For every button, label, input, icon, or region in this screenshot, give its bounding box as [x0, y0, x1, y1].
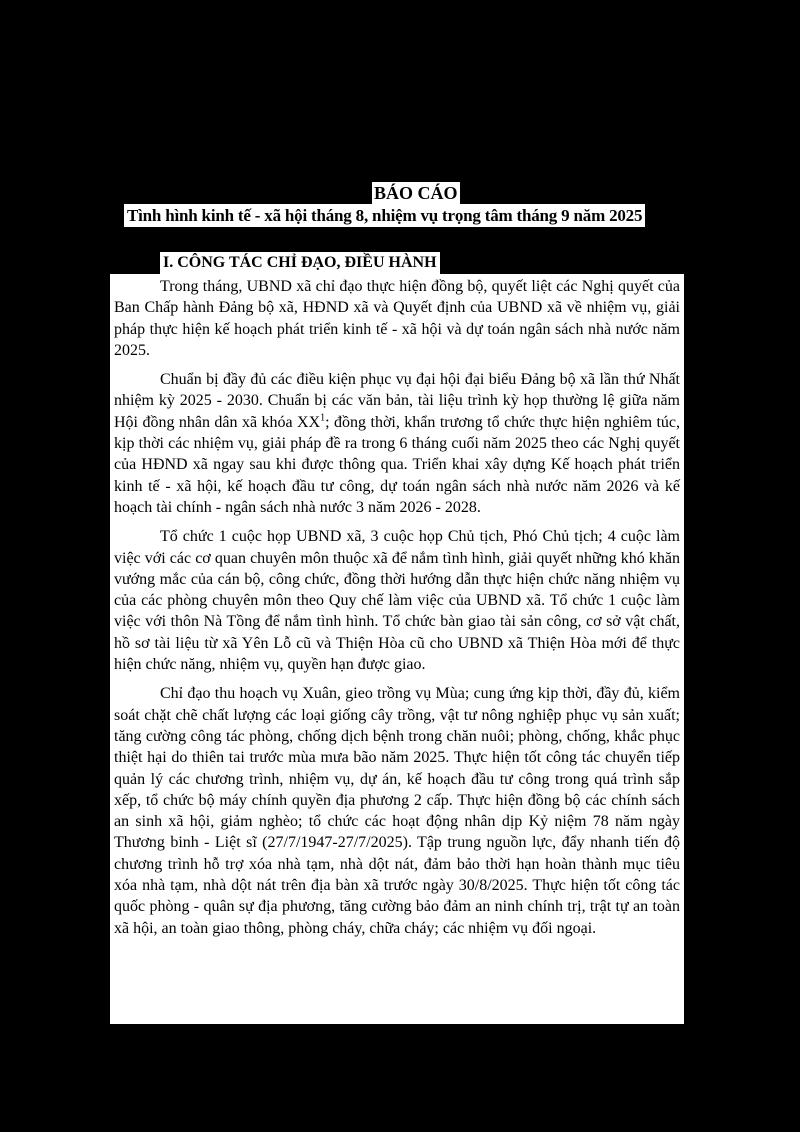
paragraph-2 [114, 369, 680, 518]
paragraph-1: Trong tháng, UBND xã chỉ đạo thực hiện đồng bộ, quyết liệt các Nghị quyết của Ban Chấp hành Đảng bộ xã, HĐND xã và Quyết định của UBND xã về nhiệm vụ, giải pháp thực hiện kế hoạch phát triển kinh tế - xã hội và dự toán ngân sách nhà nước năm 2025. [114, 278, 680, 359]
paragraph-2-part-2: ; đồng thời, khẩn trương tổ chức thực hiện nghiêm túc, kịp thời các nhiệm vụ, giải pháp đề ra trong 6 tháng cuối năm 2025 theo các Nghị quyết của HĐND xã ngay sau khi được thông qua. Triển khai xây dựng Kế hoạch phát triển kinh tế - xã hội, kế hoạch đầu tư công, dự toán ngân sách nhà nước năm 2026 và kế hoạch tài chính - ngân sách nhà nước 3 năm 2026 - 2028. [114, 413, 681, 516]
document-title: BÁO CÁO [374, 183, 458, 203]
paragraph-3: Tổ chức 1 cuộc họp UBND xã, 3 cuộc họp Chủ tịch, Phó Chủ tịch; 4 cuộc làm việc với các cơ quan chuyên môn thuộc xã để nắm tình hình, giải quyết những khó khăn vướng mắc của cán bộ, công chức, đồng thời hướng dẫn thực hiện chức năng nhiệm vụ của các phòng chuyên môn theo Quy chế làm việc của UBND xã. Tổ chức 1 cuộc làm việc với thôn Nà Tồng để nắm tình hình. Tổ chức bàn giao tài sản công, cơ sở vật chất, hồ sơ tài liệu từ xã Yên Lỗ cũ và Thiện Hòa cũ cho UBND xã Thiện Hòa mới để thực hiện chức năng, nhiệm vụ, quyền hạn được giao. [114, 528, 680, 674]
footnote-mark: 1 [320, 412, 326, 424]
paragraph-2-part-1: Chuẩn bị đầy đủ các điều kiện phục vụ đại hội đại biểu Đảng bộ xã lần thứ Nhất nhiệm kỳ 2025 - 2030. Chuẩn bị các văn bản, tài liệu trình kỳ họp thường lệ giữa năm Hội đồng nhân dân xã khóa XX [114, 371, 680, 431]
section-heading: I. CÔNG TÁC CHỈ ĐẠO, ĐIỀU HÀNH [160, 252, 440, 274]
document-body [110, 274, 684, 1024]
paragraph-4: Chỉ đạo thu hoạch vụ Xuân, gieo trồng vụ Mùa; cung ứng kịp thời, đầy đủ, kiểm soát chặt chẽ chất lượng các loại giống cây trồng, vật tư nông nghiệp phục vụ sản xuất; tăng cường công tác phòng, chống dịch bệnh trong chăn nuôi; phòng, chống, khắc phục thiệt hại do thiên tai trước mùa mưa bão năm 2025. Thực hiện tốt công tác chuyển tiếp quản lý các chương trình, nhiệm vụ, dự án, kế hoạch đầu tư công trong quá trình sắp xếp, tổ chức bộ máy chính quyền địa phương 2 cấp. Thực hiện đồng bộ các chính sách an sinh xã hội, giảm nghèo; tổ chức các hoạt động nhân dịp Kỷ niệm 78 năm ngày Thương binh - Liệt sĩ (27/7/1947-27/7/2025). Tập trung nguồn lực, đẩy nhanh tiến độ chương trình hỗ trợ xóa nhà tạm, nhà dột nát, đảm bảo thời hạn hoàn thành mục tiêu xóa nhà tạm, nhà dột nát trên địa bàn xã trước ngày 30/8/2025. Thực hiện tốt công tác quốc phòng - quân sự địa phương, tăng cường bảo đảm an ninh chính trị, trật tự an toàn xã hội, an toàn giao thông, phòng cháy, chữa cháy; các nhiệm vụ đối ngoại. [114, 685, 680, 937]
document-subtitle: Tình hình kinh tế - xã hội tháng 8, nhiệm vụ trọng tâm tháng 9 năm 2025 [124, 204, 645, 227]
